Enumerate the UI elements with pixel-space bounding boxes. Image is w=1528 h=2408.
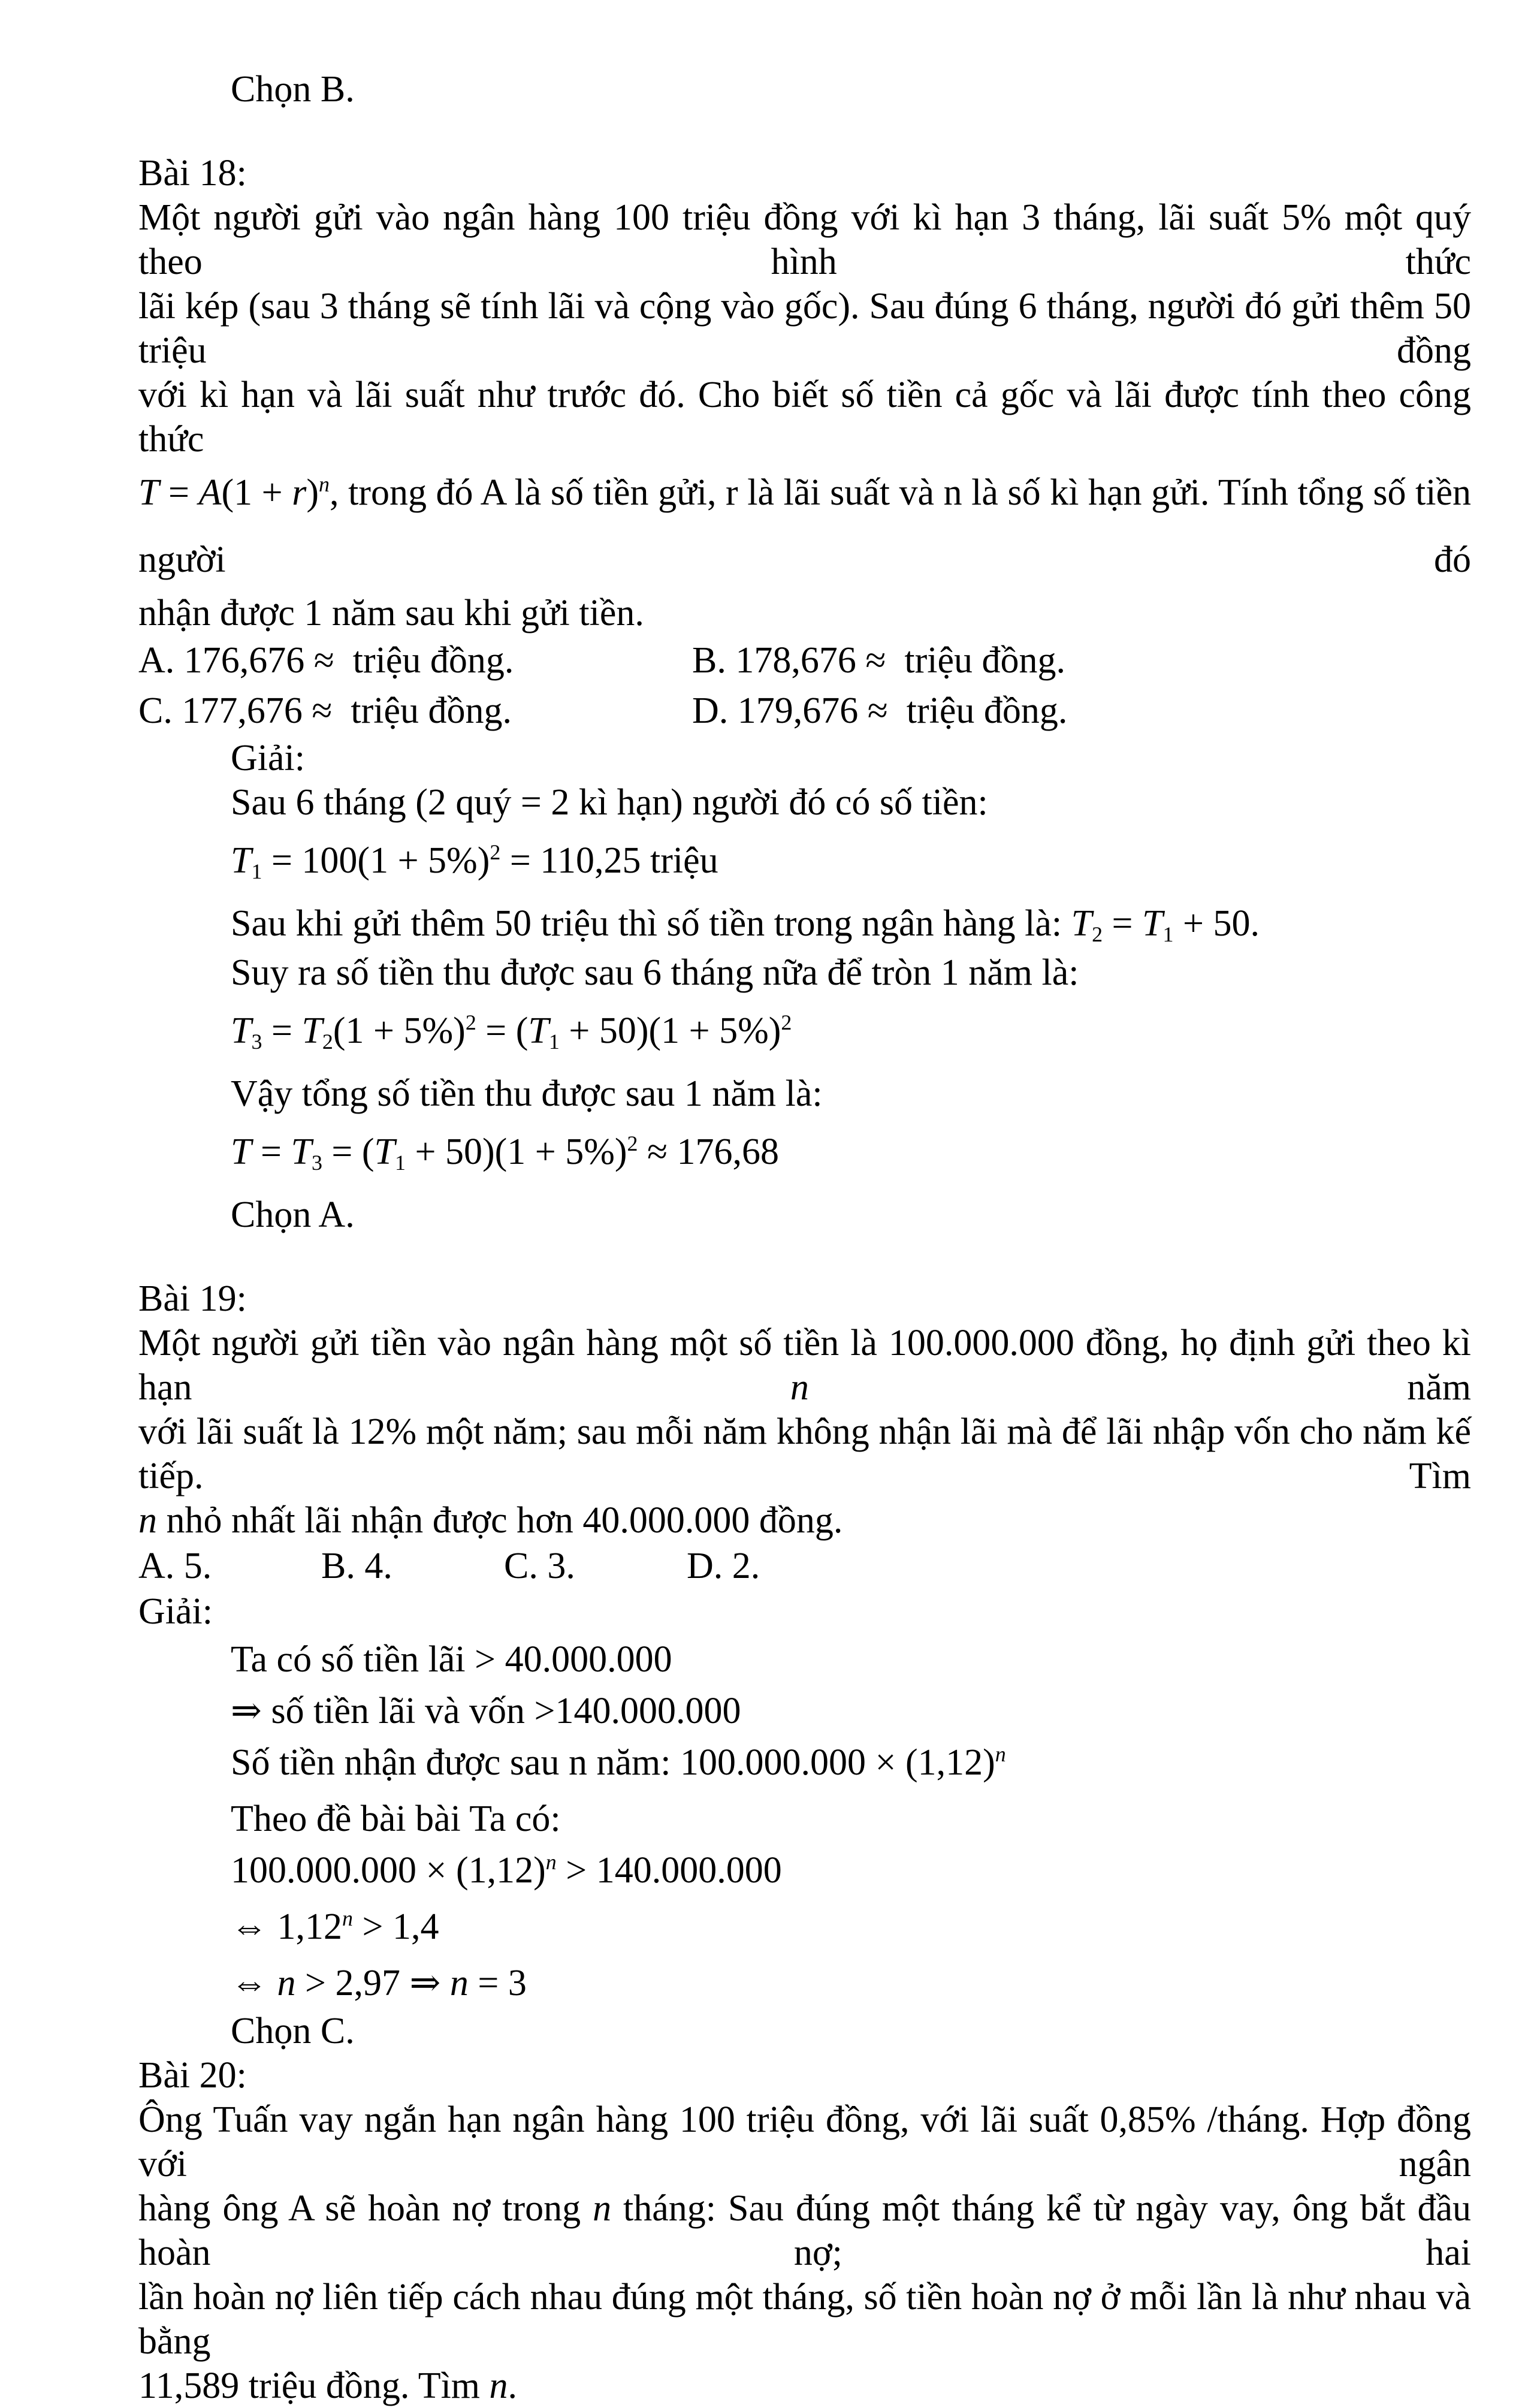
problem-20-statement [138,2098,1471,2408]
solution-18-formula-t1 [138,838,1471,888]
problem-20-statement-line [138,2098,1471,2186]
text-segment: Chọn A. [231,1194,355,1235]
solution-19-step-7 [138,1957,1471,2009]
text-segment: > 1,4 [352,1906,439,1947]
text-segment: với kì hạn và lãi suất như trước đó. Cho biết số tiền cả gốc và lãi được tính theo công thức [138,375,1471,460]
superscript-segment: n [995,1742,1006,1766]
math-variable-segment: T [301,1010,322,1051]
blank-line-2 [138,1237,1471,1277]
text-segment: = 3 [468,1963,527,2003]
problem-18-statement [138,195,1471,635]
math-variable-segment: T [138,472,159,513]
text-segment: Bài 20: [138,2055,247,2096]
solution-18-answer [138,1193,1471,1237]
math-variable-segment: T [1142,903,1163,944]
subscript-segment: 3 [311,1151,322,1175]
text-segment: Giải: [231,738,305,778]
problem-18-statement-line [138,195,1471,284]
text-segment: + 50)(1 + 5%) [406,1131,627,1172]
text-segment: nhận được 1 năm sau khi gửi tiền. [138,593,644,633]
math-variable-segment: T [1071,903,1092,944]
text-segment: lần hoàn nợ liên tiếp cách nhau đúng một tháng, số tiền hoàn nợ ở mỗi lần là như nhau và bằng [138,2277,1471,2362]
text-segment: lãi kép (sau 3 tháng sẽ tính lãi và cộng vào gốc). Sau đúng 6 tháng, người đó gửi thêm 50 triệu đồng [138,286,1471,371]
text-segment: ≈ 176,68 [638,1131,780,1172]
math-variable-segment: A [198,472,222,513]
text-segment: ⇔ 1,12 [231,1906,342,1947]
text-segment: Một người gửi vào ngân hàng 100 triệu đồng với kì hạn 3 tháng, lãi suất 5% một quý theo hình thức [138,197,1471,282]
math-variable-segment: n [790,1367,809,1408]
answer-option: D. 2. [687,1546,760,1586]
superscript-segment: n [545,1849,557,1874]
answer-option: A. 176,676 ≈ triệu đồng. [138,640,514,681]
text-segment: năm [808,1367,1471,1408]
problem-18-options [138,635,1471,736]
solution-18-step-1 [138,780,1471,825]
text-segment: (1 + 5%) [333,1010,466,1051]
superscript-segment: n [342,1906,353,1930]
solution-18-step-4 [138,1072,1471,1116]
answer-line-chon-b [138,67,1471,111]
text-segment: Vậy tổng số tiền thu được sau 1 năm là: [231,1073,823,1114]
text-segment: = [1103,903,1143,944]
problem-18-options-row [138,635,1471,686]
text-segment: Ta có số tiền lãi > 40.000.000 [231,1639,672,1680]
answer-option: B. 178,676 ≈ triệu đồng. [692,640,1065,681]
text-segment: = [159,472,199,513]
answer-option: A. 5. [138,1546,212,1586]
subscript-segment: 1 [251,859,262,884]
text-segment: 11,589 triệu đồng. Tìm [138,2365,490,2406]
text-segment: ⇔ [231,1963,277,2003]
text-segment: = 110,25 triệu [500,840,718,881]
answer-option: B. 4. [321,1546,392,1586]
solution-18-formula-final [138,1130,1471,1179]
math-variable-segment: n [277,1963,296,2003]
solution-19-step-4 [138,1793,1471,1845]
text-segment: > 2,97 ⇒ [295,1963,450,2003]
solution-19-step-2 [138,1685,1471,1737]
superscript-segment: n [319,472,330,496]
text-segment: với lãi suất là 12% một năm; sau mỗi năm không nhận lãi mà để lãi nhập vốn cho năm kế tiếp. Tìm [138,1411,1471,1496]
text-segment: ⇒ số tiền lãi và vốn >140.000.000 [231,1691,741,1731]
problem-19-statement [138,1321,1471,1543]
blank-line-1 [138,111,1471,151]
text-segment: = 100(1 + 5%) [262,840,490,881]
text-segment: tháng: Sau đúng một tháng kể từ ngày vay, ông bắt đầu hoàn nợ; hai [138,2188,1471,2273]
answer-option: C. 3. [504,1546,575,1586]
problem-18-statement-line [138,461,1471,591]
solution-19-step-5 [138,1845,1471,1901]
text-segment: = [251,1131,291,1172]
problem-20-statement-line [138,2275,1471,2364]
text-segment: Sau 6 tháng (2 quý = 2 kì hạn) người đó có số tiền: [231,782,988,823]
math-variable-segment: r [292,472,307,513]
superscript-segment: 2 [627,1131,638,1155]
solution-18-formula-t3 [138,1009,1471,1058]
math-variable-segment: T [374,1131,395,1172]
math-variable-segment: n [138,1500,157,1541]
text-segment: hàng ông A sẽ hoàn nợ trong [138,2188,593,2229]
solution-19-step-3 [138,1737,1471,1793]
text-segment: Theo đề bài bài Ta có: [231,1799,561,1839]
problem-20-heading [138,2053,1471,2098]
solution-19-label [138,1589,1471,1634]
problem-18-statement-line [138,284,1471,373]
subscript-segment: 2 [1092,922,1103,947]
text-segment: Bài 18: [138,153,247,194]
solution-19-step-1 [138,1634,1471,1685]
math-variable-segment: T [528,1010,549,1051]
problem-19-options [138,1543,1471,1589]
text-segment: Ông Tuấn vay ngắn hạn ngân hàng 100 triệu đồng, với lãi suất 0,85% /tháng. Hợp đồng với ngân [138,2099,1471,2184]
solution-19-answer [138,2009,1471,2053]
text-segment: . [508,2365,518,2406]
problem-18-heading [138,151,1471,195]
problem-20-statement-line [138,2364,1471,2408]
answer-option: D. 179,676 ≈ triệu đồng. [692,690,1068,731]
text-segment: = [262,1010,302,1051]
problem-20-statement-line [138,2186,1471,2275]
text-segment: Suy ra số tiền thu được sau 6 tháng nữa để tròn 1 năm là: [231,952,1079,993]
math-variable-segment: T [291,1131,312,1172]
math-variable-segment: T [231,840,252,881]
text-segment: Chọn B. [231,69,355,110]
text-segment: , trong đó A là số tiền gửi, r là lãi suất và n là số kì hạn gửi. Tính tổng số tiền người đó [138,472,1471,580]
text-segment: (1 + [221,472,292,513]
subscript-segment: 1 [548,1030,560,1054]
subscript-segment: 1 [1162,922,1174,947]
problem-18-statement-line [138,373,1471,461]
math-variable-segment: n [449,1963,469,2003]
text-segment: ) [306,472,319,513]
text-segment: = ( [476,1010,529,1051]
answer-option: C. 177,676 ≈ triệu đồng. [138,690,512,731]
solution-19-step-6 [138,1901,1471,1957]
text-segment: Chọn C. [231,2011,355,2051]
problem-18-options-row [138,686,1471,736]
text-segment: + 50)(1 + 5%) [559,1010,781,1051]
superscript-segment: 2 [465,1010,476,1034]
problem-18-statement-line [138,591,1471,635]
solution-18-label [138,736,1471,780]
text-segment: nhỏ nhất lãi nhận được hơn 40.000.000 đồng. [157,1500,843,1541]
solution-18-step-2 [138,901,1471,950]
text-segment: Bài 19: [138,1278,247,1319]
math-variable-segment: n [489,2365,508,2406]
text-segment: + 50. [1173,903,1260,944]
problem-19-statement-line [138,1410,1471,1498]
text-segment: Số tiền nhận được sau n năm: 100.000.000 × (1,12) [231,1742,995,1783]
superscript-segment: 2 [781,1010,792,1034]
text-segment: Sau khi gửi thêm 50 triệu thì số tiền trong ngân hàng là: [231,903,1071,944]
math-variable-segment: T [231,1131,252,1172]
text-segment: 100.000.000 × (1,12) [231,1850,546,1891]
text-segment: = ( [322,1131,375,1172]
subscript-segment: 1 [395,1151,406,1175]
problem-19-heading [138,1277,1471,1321]
text-segment: Một người gửi tiền vào ngân hàng một số tiền là 100.000.000 đồng, họ định gửi theo kì hạn [138,1323,1471,1408]
math-variable-segment: n [593,2188,612,2229]
problem-19-statement-line [138,1498,1471,1543]
problem-19-statement-line [138,1321,1471,1410]
text-segment: Giải: [138,1591,213,1632]
text-segment: > 140.000.000 [556,1850,782,1891]
solution-18-step-3 [138,950,1471,995]
subscript-segment: 3 [251,1030,262,1054]
superscript-segment: 2 [490,840,501,864]
subscript-segment: 2 [322,1030,333,1054]
math-variable-segment: T [231,1010,252,1051]
